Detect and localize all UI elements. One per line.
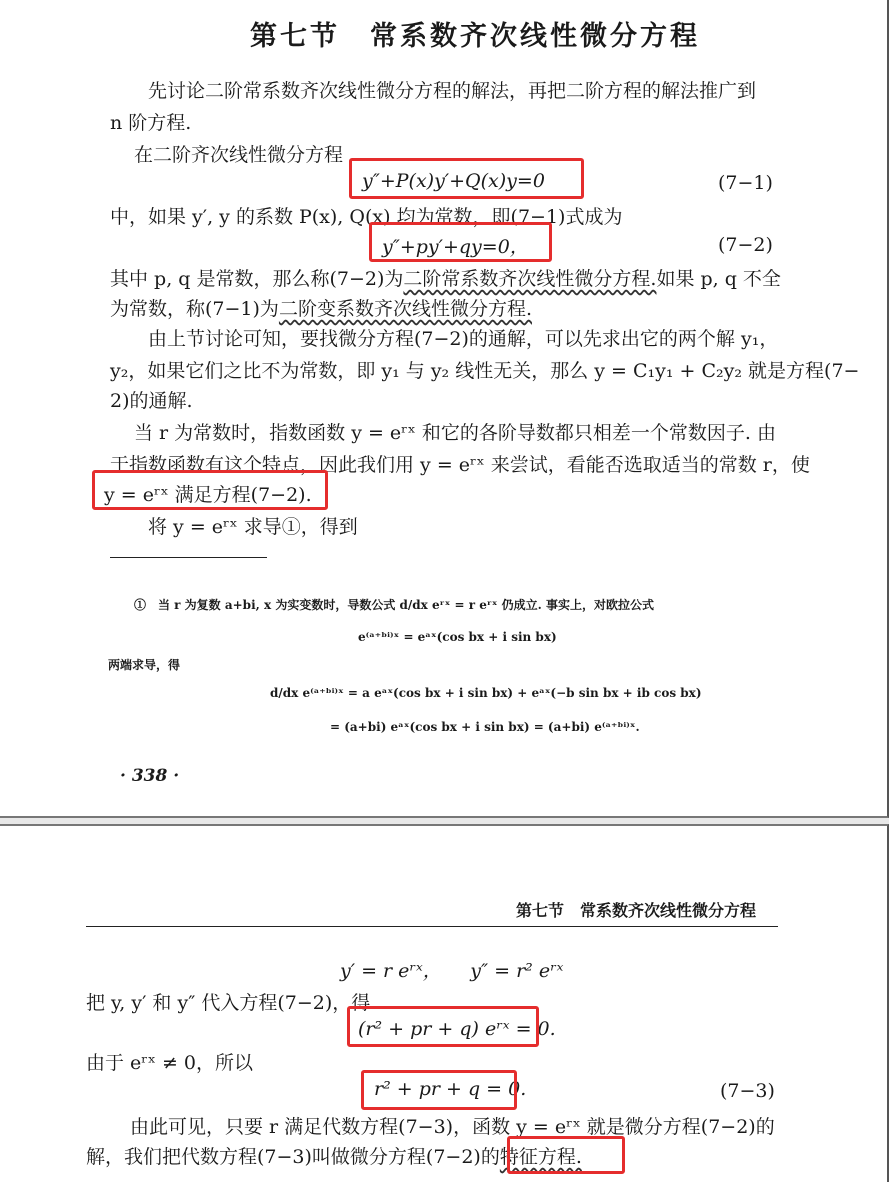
paragraph-line: 先讨论二阶常系数齐次线性微分方程的解法，再把二阶方程的解法推广到 — [148, 80, 757, 102]
text-run: 其中 p, q 是常数，那么称(7−2)为 — [110, 268, 404, 290]
paragraph-line: n 阶方程. — [110, 112, 192, 134]
textbook-page-339 — [0, 824, 889, 1182]
paragraph-line: 当 r 为常数时，指数函数 y = eʳˣ 和它的各阶导数都只相差一个常数因子. 由 — [134, 422, 776, 444]
text-run: 如果 p, q 不全 — [656, 268, 781, 290]
paragraph-line: 由于 eʳˣ ≠ 0，所以 — [86, 1052, 254, 1074]
paragraph-line — [110, 264, 781, 294]
derivatives-line: y′ = r eʳˣ， y″ = r² eʳˣ — [340, 960, 564, 982]
highlight-box — [349, 158, 584, 199]
equation-7-2: y″+py′+qy=0， — [382, 236, 529, 258]
paragraph-line: 由此可见，只要 r 满足代数方程(7−3)，函数 y = eʳˣ 就是微分方程(7−2)的 — [130, 1116, 775, 1138]
equation-7-1: y″+P(x)y′+Q(x)y=0 — [362, 170, 545, 192]
highlight-box — [507, 1136, 625, 1174]
equation-number: (7−1) — [718, 172, 773, 194]
highlight-box — [347, 1006, 539, 1047]
term-definition: 二阶变系数齐次线性微分方程. — [278, 298, 532, 320]
equation-number: (7−2) — [718, 234, 773, 256]
header-rule — [86, 926, 778, 927]
footnote-rule — [110, 557, 267, 558]
paragraph-line: 由上节讨论可知，要找微分方程(7−2)的通解，可以先求出它的两个解 y₁， — [148, 328, 779, 350]
footnote-formula: e⁽ᵃ⁺ᵇⁱ⁾ˣ = eᵃˣ(cos bx + i sin bx) — [358, 630, 557, 644]
running-header: 第七节 常系数齐次线性微分方程 — [516, 901, 757, 920]
paragraph-line: y₂，如果它们之比不为常数，即 y₁ 与 y₂ 线性无关，那么 y = C₁y₁ + C₂y₂ 就是方程(7− — [110, 360, 860, 382]
term-definition: 二阶常系数齐次线性微分方程. — [403, 268, 657, 290]
text-run: 解，我们把代数方程(7−3)叫做微分方程(7−2)的 — [86, 1146, 500, 1168]
equation-7-3: r² + pr + q = 0. — [374, 1078, 527, 1100]
footnote-line: 两端求导，得 — [108, 658, 181, 672]
paragraph-line: 中，如果 y′, y 的系数 P(x), Q(x) 均为常数，即(7−1)式成为 — [110, 206, 623, 228]
highlight-box — [361, 1070, 517, 1110]
substituted-equation: (r² + pr + q) eʳˣ = 0. — [358, 1018, 556, 1040]
equation-number: (7−3) — [720, 1080, 775, 1102]
paragraph-line: 将 y = eʳˣ 求导①，得到 — [148, 516, 358, 538]
highlight-box — [369, 222, 552, 262]
text-run: 为常数，称(7−1)为 — [110, 298, 279, 320]
page-number: · 338 · — [120, 766, 180, 786]
paragraph-line: 在二阶齐次线性微分方程 — [134, 144, 344, 166]
paragraph-line: 于指数函数有这个特点，因此我们用 y = eʳˣ 来尝试，看能否选取适当的常数 r，使 — [110, 454, 810, 476]
paragraph-line — [110, 294, 532, 324]
highlight-box — [92, 470, 328, 510]
footnote-formula: d/dx e⁽ᵃ⁺ᵇⁱ⁾ˣ = a eᵃˣ(cos bx + i sin bx) + eᵃˣ(−b sin bx + ib cos bx) — [270, 686, 702, 700]
footnote-formula: = (a+bi) eᵃˣ(cos bx + i sin bx) = (a+bi) e⁽ᵃ⁺ᵇⁱ⁾ˣ. — [330, 720, 640, 734]
paragraph-line: 2)的通解. — [110, 390, 193, 412]
paragraph-line: y = eʳˣ 满足方程(7−2). — [104, 484, 312, 506]
section-title: 第七节 常系数齐次线性微分方程 — [250, 21, 700, 52]
footnote-line: ① 当 r 为复数 a+bi, x 为实变数时，导数公式 d/dx eʳˣ = r eʳˣ 仍成立. 事实上，对欧拉公式 — [134, 598, 655, 612]
paragraph-line: 把 y, y′ 和 y″ 代入方程(7−2)，得 — [86, 992, 371, 1014]
term-definition: 特征方程. — [499, 1146, 582, 1168]
